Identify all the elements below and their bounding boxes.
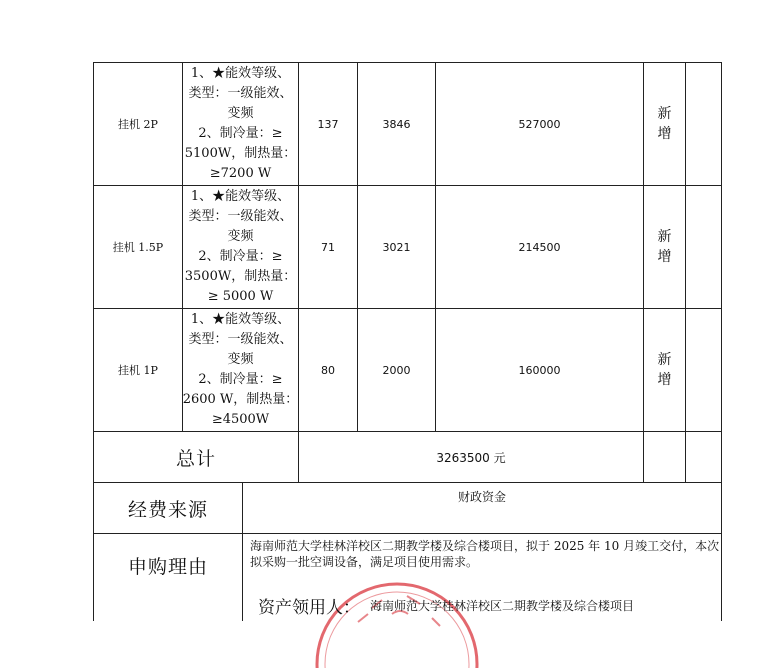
item-name: 挂机 1P: [118, 364, 158, 377]
item-amount: 214500: [518, 240, 561, 254]
item-quantity: 80: [321, 363, 335, 377]
item-unit-price: 2000: [382, 363, 411, 377]
item-name: 挂机 1.5P: [112, 241, 164, 254]
funding-value: 财政资金: [457, 489, 506, 504]
recipient-value: 海南师范大学桂林洋校区二期教学楼及综合楼项目: [370, 599, 635, 613]
funding-label: 经费来源: [127, 498, 208, 521]
column-divider: [685, 62, 686, 482]
item-spec: 1、★能效等级、 类型：一级能效、 变频 2、制冷量：≥ 5100W，制热量： ≥7200 W: [184, 66, 297, 181]
recipient-label: 资产领用人：: [258, 598, 360, 618]
reason-text: 海南师范大学桂林洋校区二期教学楼及综合楼项目，拟于 2025 年 10 月竣工交付，本次拟采购一批空调设备，满足项目使用需求。: [250, 539, 720, 569]
item-quantity: 137: [317, 117, 339, 131]
item-note: 新 增: [657, 229, 672, 265]
total-label: 总计: [175, 447, 216, 470]
item-quantity: 71: [321, 240, 335, 254]
item-unit-price: 3021: [382, 240, 411, 254]
reason-label: 申购理由: [127, 555, 208, 578]
item-spec: 1、★能效等级、 类型：一级能效、 变频 2、制冷量：≥ 3500W，制热量： ≥ 5000 W: [184, 189, 297, 304]
item-note: 新 增: [657, 106, 672, 142]
item-amount: 160000: [518, 363, 561, 377]
item-amount: 527000: [518, 117, 561, 131]
total-value: 3263500 元: [436, 450, 506, 465]
item-unit-price: 3846: [382, 117, 411, 131]
item-note: 新 增: [657, 352, 672, 388]
official-seal-icon: [312, 578, 482, 668]
item-spec: 1、★能效等级、 类型：一级能效、 变频 2、制冷量：≥ 2600 W，制热量： ≥4500W: [182, 312, 299, 427]
item-name: 挂机 2P: [118, 118, 158, 131]
table-border-right: [721, 62, 722, 621]
